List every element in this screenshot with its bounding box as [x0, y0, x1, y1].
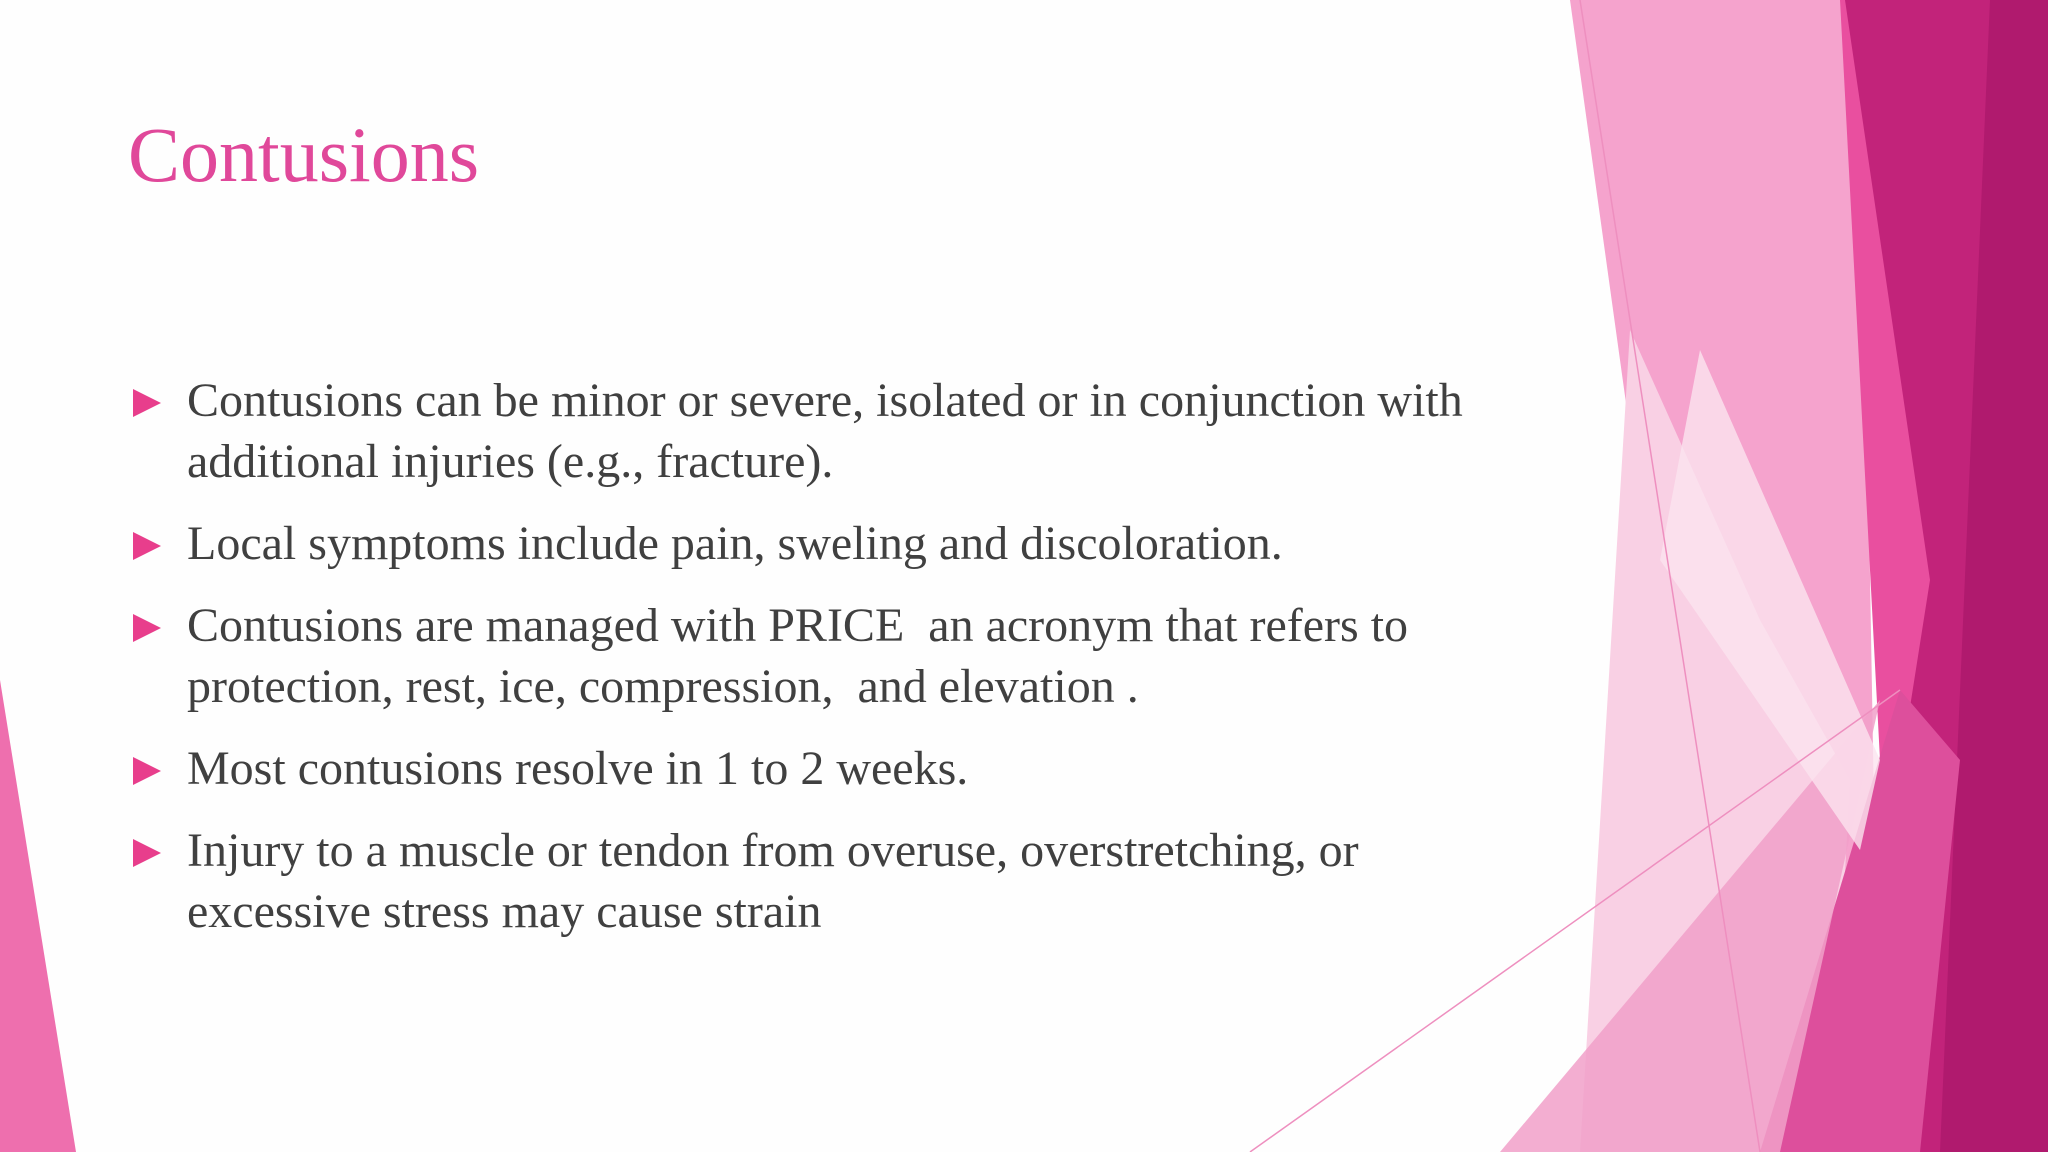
triangle-right-icon [133, 614, 161, 642]
triangle-right-icon [133, 532, 161, 560]
bullet-text: Contusions are managed with PRICE an acronym that refers to protection, rest, ice, compression, and elevation . [187, 599, 1421, 713]
bullet-item [130, 595, 1520, 717]
bullet-item [130, 738, 1520, 799]
bullet-text: Contusions can be minor or severe, isolated or in conjunction with additional injuries (e.g., fracture). [187, 374, 1475, 488]
bullet-item [130, 370, 1520, 492]
bullet-item [130, 513, 1520, 574]
triangle-right-icon [133, 389, 161, 417]
bullet-text: Local symptoms include pain, sweling and discoloration. [187, 517, 1283, 570]
bullet-list [130, 370, 1520, 963]
slide-title: Contusions [128, 111, 480, 198]
bullet-text: Most contusions resolve in 1 to 2 weeks. [187, 742, 969, 795]
bullet-item [130, 820, 1520, 942]
triangle-right-icon [133, 757, 161, 785]
decor-facet-left [0, 680, 76, 1152]
bullet-text: Injury to a muscle or tendon from overuse, overstretching, or excessive stress may cause strain [187, 824, 1371, 938]
triangle-right-icon [133, 839, 161, 867]
